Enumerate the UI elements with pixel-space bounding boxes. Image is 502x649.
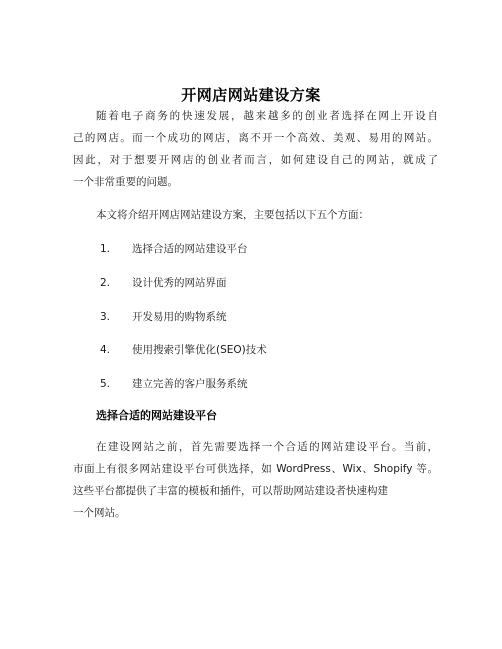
section-line-2: 市面上有很多网站建设平台可供选择，如 WordPress、Wix、Shopify 等。 [73,463,438,475]
section-line-4: 一个网站。 [73,507,126,519]
document-title: 开网店网站建设方案 [181,86,321,104]
list-number: 1. [100,243,111,255]
intro-line-1: 随着电子商务的快速发展，越来越多的创业者选择在网上开设自 [96,110,438,122]
list-number: 3. [100,311,111,323]
list-item-text: 使用搜索引擎优化(SEO)技术 [132,344,267,356]
list-number: 4. [100,344,111,356]
list-number: 5. [100,378,111,390]
intro-line-3: 因此，对于想要开网店的创业者而言，如何建设自己的网站，就成了 [73,154,438,166]
list-item-text: 开发易用的购物系统 [132,311,227,323]
list-item-text: 建立完善的客户服务系统 [132,378,248,390]
list-item-text: 选择合适的网站建设平台 [132,243,248,255]
overview-text: 本文将介绍开网店网站建设方案，主要包括以下五个方面： [96,209,369,221]
list-number: 2. [100,277,111,289]
section-line-1: 在建设网站之前，首先需要选择一个合适的网站建设平台。当前， [96,441,438,453]
section-heading: 选择合适的网站建设平台 [96,409,217,422]
intro-line-2: 己的网店。而一个成功的网店，离不开一个高效、美观、易用的网站。 [73,132,438,144]
intro-line-4: 一个非常重要的问题。 [73,176,178,188]
section-line-3: 这些平台都提供了丰富的模板和插件，可以帮助网站建设者快速构建 [73,485,388,497]
list-item-text: 设计优秀的网站界面 [132,277,227,289]
